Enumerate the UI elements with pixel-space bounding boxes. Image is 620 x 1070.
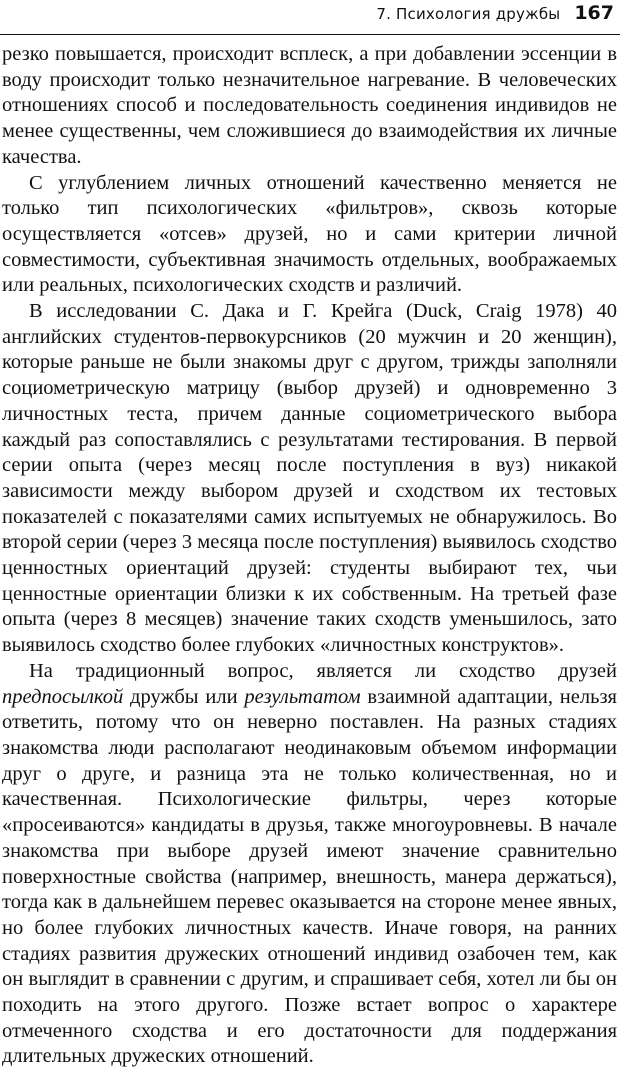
paragraph-4-part-3: взаимной адаптации, нельзя ответить, потому что он неверно поставлен. На разных стадиях знакомства люди располагают неодинаковым объемом информации друг о друге, и разница эта не только количественная, но и качественная. Психологические фильтры, через которые «просеиваются» кандидаты в друзья, также многоуровневы. В начале знакомства при выборе друзей имеют значение сравнительно поверхностные свойства (например, внешность, манера держаться), тогда как в дальнейшем перевес оказывается на стороне менее явных, но более глубоких личностных качеств. Иначе говоря, на ранних стадиях развития дружеских отношений индивид озабочен тем, как он выглядит в сравнении с другим, и спрашивает себя, хотел ли бы он походить на этого другого. Позже встает вопрос о характере отмеченного сходства и его достаточности для поддержания длительных дружеских отношений. bbox=[2, 685, 617, 1068]
running-head bbox=[376, 2, 614, 28]
paragraph-4 bbox=[2, 659, 617, 1070]
paragraph-3: В исследовании С. Дака и Г. Крейга (Duck, Craig 1978) 40 английских студентов-первокурсников (20 мужчин и 20 женщин), которые раньше не были знакомы друг с другом, трижды заполняли социометрическую матрицу (выбор друзей) и одновременно 3 личностных теста, причем данные социометрического выбора каждый раз сопоставлялись с результатами тестирования. В первой серии опыта (через месяц после поступления в вуз) никакой зависимости между выбором друзей и сходством их тестовых показателей с показателями самих испытуемых не обнаружилось. Во второй серии (через 3 месяца после поступления) выявилось сходство ценностных ориентаций друзей: студенты выбирают тех, чьи ценностные ориентации близки к их собственным. На третьей фазе опыта (через 8 месяцев) значение таких сходств уменьшилось, зато выявилось сходство более глубоких «личностных конструктов». bbox=[2, 300, 617, 657]
header-rule bbox=[0, 34, 620, 35]
paragraph-4-part-2: дружбы или bbox=[123, 685, 245, 708]
chapter-title: 7. Психология дружбы bbox=[376, 5, 561, 23]
emphasis-result: результатом bbox=[244, 685, 361, 708]
paragraph-2: С углублением личных отношений качественно меняется не только тип психологических «фильтров», сквозь которые осуществляется «отсев» друзей, но и сами критерии личной совместимости, субъективная значимость отдельных, воображаемых или реальных, психологических сходств и различий. bbox=[2, 171, 617, 297]
page-number: 167 bbox=[574, 2, 614, 24]
emphasis-precondition: предпосылкой bbox=[2, 685, 124, 708]
body-text bbox=[2, 42, 617, 1070]
paragraph-1: резко повышается, происходит всплеск, а при добавлении эссенции в воду происходит только незначительное нагревание. В человеческих отношениях способ и последовательность соединения индивидов не менее существенны, чем сложившиеся до взаимодействия их личные качества. bbox=[2, 43, 617, 168]
paragraph-4-part-1: На традиционный вопрос, является ли сходство друзей bbox=[29, 659, 617, 682]
